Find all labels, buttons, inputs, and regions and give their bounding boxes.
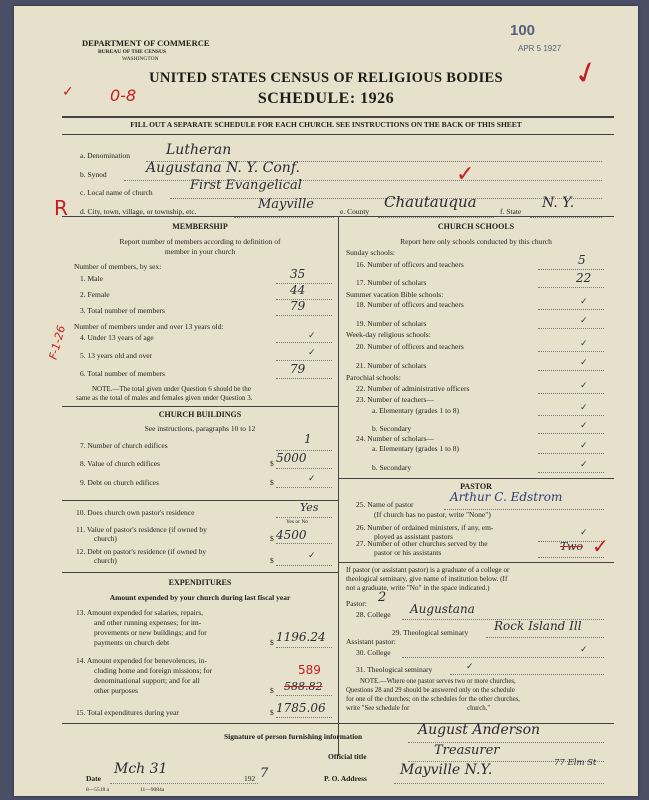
q17-line xyxy=(538,287,604,288)
q9-rule xyxy=(62,500,338,501)
q9-dollar: $ xyxy=(270,478,274,487)
college-intro-2: theological seminary, give name of institution below. (If xyxy=(346,575,508,583)
q24b-check-icon: ✓ xyxy=(580,459,588,469)
pastor-sub-label: Pastor: xyxy=(346,599,367,608)
q25-value[interactable]: Arthur C. Edstrom xyxy=(450,490,563,504)
q23a-line xyxy=(538,415,604,416)
assistant-pastor-label: Assistant pastor: xyxy=(346,637,396,646)
q14-corrected-value[interactable]: 589 xyxy=(298,663,321,677)
synod-label: b. Synod xyxy=(80,170,107,179)
q26-label-1: 26. Number of ordained ministers, if any, em- xyxy=(356,523,494,532)
stamp-date: APR 5 1927 xyxy=(518,44,562,53)
pastor-note-4: write "See schedule for church." xyxy=(346,705,491,712)
membership-note-1: NOTE.—The total given under Question 6 should be the xyxy=(92,385,251,393)
q15-line xyxy=(276,717,332,718)
q30-check-icon: ✓ xyxy=(580,644,588,654)
q23b-label: b. Secondary xyxy=(372,424,412,433)
synod-value[interactable]: Augustana N. Y. Conf. xyxy=(146,160,300,176)
q5-line xyxy=(276,360,332,361)
q7-label: 7. Number of church edifices xyxy=(80,441,168,450)
membership-heading: MEMBERSHIP xyxy=(172,222,228,231)
address-value[interactable]: Mayville N.Y. xyxy=(400,762,493,778)
q23a-check-icon: ✓ xyxy=(580,402,588,412)
q23a-label: a. Elementary (grades 1 to 8) xyxy=(372,406,460,415)
q3-value[interactable]: 79 xyxy=(290,299,306,313)
expenditures-heading: EXPENDITURES xyxy=(168,578,232,587)
county-line xyxy=(378,217,494,218)
q8-line xyxy=(276,468,332,469)
q11-label-1: 11. Value of pastor's residence (if owned by xyxy=(76,525,207,534)
q22-line xyxy=(538,393,604,394)
red-check-icon: ✓ xyxy=(569,52,604,95)
q15-dollar: $ xyxy=(270,708,274,717)
college-intro-1: If pastor (or assistant pastor) is a graduate of a college or xyxy=(346,566,510,574)
q16-value[interactable]: 5 xyxy=(578,253,586,267)
membership-note-2: same as the total of males and females given under Question 3. xyxy=(76,394,253,402)
print-code: 11—9084a xyxy=(140,787,165,793)
q10-hint: Yes or No xyxy=(286,519,309,525)
synod-check-icon: ✓ xyxy=(456,162,475,187)
city-label: WASHINGTON xyxy=(122,56,159,62)
local-name-label: c. Local name of church xyxy=(80,188,153,197)
q15-value[interactable]: 1785.06 xyxy=(276,701,326,715)
q8-dollar: $ xyxy=(270,459,274,468)
signature-label: Signature of person furnishing information xyxy=(224,732,363,741)
county-value[interactable]: Chautauqua xyxy=(384,193,477,211)
county-label: e. County xyxy=(340,207,370,216)
pastor-heading: PASTOR xyxy=(460,482,492,491)
date-value[interactable]: Mch 31 xyxy=(114,761,168,777)
q22-check-icon: ✓ xyxy=(580,380,588,390)
q18-line xyxy=(538,309,604,310)
form-title: UNITED STATES CENSUS OF RELIGIOUS BODIES xyxy=(149,70,503,86)
q13-line xyxy=(276,647,332,648)
q30-line xyxy=(402,657,604,658)
q9-label: 9. Debt on church edifices xyxy=(80,478,159,487)
q12-label-2: church) xyxy=(94,556,117,565)
q4-line xyxy=(276,342,332,343)
q1-label: 1. Male xyxy=(80,274,103,283)
street-value[interactable]: 77 Elm St xyxy=(554,758,597,768)
pastor-number[interactable]: 2 xyxy=(378,590,387,605)
q12-dollar: $ xyxy=(270,556,274,565)
q13-label-1: 13. Amount expended for salaries, repairs, xyxy=(76,608,204,617)
q24b-line xyxy=(538,472,604,473)
q2-label: 2. Female xyxy=(80,290,110,299)
q6-line xyxy=(276,378,332,379)
city-line xyxy=(234,217,334,218)
q15-label: 15. Total expenditures during year xyxy=(76,708,179,717)
q25-sub: (If church has no pastor, write "None") xyxy=(374,510,491,519)
q13-label-3: provements or new buildings; and for xyxy=(94,628,207,637)
q16-label: 16. Number of officers and teachers xyxy=(356,260,464,269)
q31-label: 31. Theological seminary xyxy=(356,665,433,674)
q14-label-2: cluding home and foreign missions; for xyxy=(94,666,213,675)
q3-label: 3. Total number of members xyxy=(80,306,165,315)
q13-dollar: $ xyxy=(270,638,274,647)
margin-note: 0-8 xyxy=(110,86,137,105)
year-value[interactable]: 7 xyxy=(260,766,269,781)
q10-label: 10. Does church own pastor's residence xyxy=(76,508,195,517)
pastor-rule xyxy=(338,478,614,479)
pastor-note-2: Questions 28 and 29 should be answered only on the schedule xyxy=(346,687,515,694)
sunday-schools-label: Sunday schools: xyxy=(346,248,395,257)
bureau-label: BUREAU OF THE CENSUS xyxy=(98,49,167,55)
q17-label: 17. Number of scholars xyxy=(356,278,427,287)
q4-label: 4. Under 13 years of age xyxy=(80,333,154,342)
q26-check-icon: ✓ xyxy=(580,527,588,537)
census-schedule-sheet xyxy=(14,6,638,796)
membership-intro-2: member in your church xyxy=(164,247,236,256)
q13-label-2: and other running expenses; for im- xyxy=(94,618,202,627)
q28-value[interactable]: Augustana xyxy=(410,602,475,616)
college-intro-3: not a graduate, write "No" in the space indicated.) xyxy=(346,584,490,592)
membership-intro-1: Report number of members according to definition of xyxy=(119,237,281,246)
date-label: Date xyxy=(86,774,101,783)
q3-line xyxy=(276,315,332,316)
year-prefix: 192 xyxy=(244,774,256,783)
expenditures-rule xyxy=(62,572,338,573)
city-value[interactable]: Mayville xyxy=(258,197,314,212)
q24a-check-icon: ✓ xyxy=(580,440,588,450)
q1-value[interactable]: 35 xyxy=(290,267,306,281)
q14-dollar: $ xyxy=(270,686,274,695)
q4-check-icon: ✓ xyxy=(308,330,316,340)
weekday-schools-label: Week-day religious schools: xyxy=(346,330,431,339)
city-label-field: d. City, town, village, or township, etc. xyxy=(80,207,197,216)
q23b-check-icon: ✓ xyxy=(580,420,588,430)
title-label: Official title xyxy=(328,752,367,761)
q22-label: 22. Number of administrative officers xyxy=(356,384,470,393)
q7-value[interactable]: 1 xyxy=(304,432,312,446)
expenditures-sub: Amount expended by your church during last fiscal year xyxy=(109,593,291,602)
q17-value[interactable]: 22 xyxy=(576,271,592,285)
schedule-title: SCHEDULE: 1926 xyxy=(257,90,395,107)
q24-label: 24. Number of scholars— xyxy=(356,434,434,443)
q8-label: 8. Value of church edifices xyxy=(80,459,161,468)
q24b-label: b. Secondary xyxy=(372,463,412,472)
q14-label-4: other purposes xyxy=(94,686,138,695)
parochial-schools-label: Parochial schools: xyxy=(346,373,401,382)
q29-line xyxy=(486,637,604,638)
age-heading: Number of members under and over 13 years old: xyxy=(74,322,224,331)
denomination-label: a. Denomination xyxy=(80,151,130,160)
q9-line xyxy=(276,487,332,488)
q12-line xyxy=(276,565,332,566)
q29-value[interactable]: Rock Island Ill xyxy=(494,619,582,633)
denomination-value[interactable]: Lutheran xyxy=(166,142,232,158)
q21-label: 21. Number of scholars xyxy=(356,361,427,370)
q20-line xyxy=(538,351,604,352)
q30-label: 30. College xyxy=(356,648,391,657)
q31-check-icon: ✓ xyxy=(466,661,474,671)
state-line xyxy=(530,217,602,218)
q13-value[interactable]: 1196.24 xyxy=(276,630,326,644)
q5-label: 5. 13 years old and over xyxy=(80,351,153,360)
q18-label: 18. Number of officers and teachers xyxy=(356,300,464,309)
q28-label: 28. College xyxy=(356,610,391,619)
q20-check-icon: ✓ xyxy=(580,338,588,348)
address-line xyxy=(394,783,604,784)
instruction-banner: FILL OUT A SEPARATE SCHEDULE FOR EACH CHURCH. SEE INSTRUCTIONS ON THE BACK OF THIS SHEET xyxy=(130,120,522,129)
q23b-line xyxy=(538,433,604,434)
q11-value[interactable]: 4500 xyxy=(276,528,307,542)
schools-intro: Report here only schools conducted by this church xyxy=(400,237,552,246)
department-label: DEPARTMENT OF COMMERCE xyxy=(82,38,210,48)
members-by-sex-label: Number of members, by sex: xyxy=(74,262,162,271)
margin-check-icon: ✓ xyxy=(62,84,74,100)
header-rule-top xyxy=(62,116,614,118)
q20-label: 20. Number of officers and teachers xyxy=(356,342,464,351)
college-rule xyxy=(338,562,614,563)
form-code: 8—5518 a xyxy=(86,787,110,793)
q14-label-3: denominational support; and for all xyxy=(94,676,200,685)
q14-label-1: 14. Amount expended for benevolences, in- xyxy=(76,656,208,665)
q10-line xyxy=(276,517,332,518)
q26-label-2: ployed as assistant pastors xyxy=(374,532,453,541)
q5-check-icon: ✓ xyxy=(308,347,316,357)
signature-value[interactable]: August Anderson xyxy=(418,722,541,738)
side-note: F-1-26 xyxy=(46,324,69,361)
q23-label: 23. Number of teachers— xyxy=(356,395,434,404)
title-value[interactable]: Treasurer xyxy=(434,743,500,758)
q9-check-icon: ✓ xyxy=(308,473,316,483)
q25-label: 25. Name of pastor xyxy=(356,500,414,509)
q8-value[interactable]: 5000 xyxy=(276,451,307,465)
summer-schools-label: Summer vacation Bible schools: xyxy=(346,290,444,299)
q14-crossed-value: 588.82 xyxy=(284,680,323,693)
state-label: f. State xyxy=(500,207,522,216)
buildings-rule xyxy=(62,406,338,407)
q29-label: 29. Theological seminary xyxy=(392,628,469,637)
q27-check-icon: ✓ xyxy=(592,534,609,558)
pastor-note-1: NOTE.—Where one pastor serves two or more churches, xyxy=(360,678,516,685)
q11-dollar: $ xyxy=(270,534,274,543)
q27-value[interactable]: Two xyxy=(560,540,583,553)
pastor-note-3: for one of the churches; on the schedules for the other churches, xyxy=(346,696,521,703)
q11-label-2: church) xyxy=(94,534,117,543)
q6-value[interactable]: 79 xyxy=(290,362,306,376)
q21-check-icon: ✓ xyxy=(580,357,588,367)
schools-heading: CHURCH SCHOOLS xyxy=(437,222,515,231)
date-line xyxy=(110,783,258,784)
stamp-number: 100 xyxy=(510,22,536,39)
q13-label-4: payments on church debt xyxy=(94,638,170,647)
q27-label-1: 27. Number of other churches served by the xyxy=(356,539,488,548)
header-rule-bottom xyxy=(62,134,614,135)
q19-line xyxy=(538,328,604,329)
q19-label: 19. Number of scholars xyxy=(356,319,427,328)
q14-line xyxy=(276,695,332,696)
q18-check-icon: ✓ xyxy=(580,296,588,306)
r-mark: R xyxy=(54,196,68,220)
state-value[interactable]: N. Y. xyxy=(542,195,575,211)
q24a-label: a. Elementary (grades 1 to 8) xyxy=(372,444,460,453)
q11-line xyxy=(276,543,332,544)
q27-label-2: pastor or his assistants xyxy=(374,548,442,557)
address-label: P. O. Address xyxy=(324,774,367,783)
q19-check-icon: ✓ xyxy=(580,315,588,325)
q12-label-1: 12. Debt on pastor's residence (if owned by xyxy=(76,547,207,556)
q16-line xyxy=(538,269,604,270)
buildings-heading: CHURCH BUILDINGS xyxy=(158,410,242,419)
q6-label: 6. Total number of members xyxy=(80,369,165,378)
q21-line xyxy=(538,370,604,371)
q12-check-icon: ✓ xyxy=(308,550,316,560)
q31-line xyxy=(450,674,604,675)
q2-value[interactable]: 44 xyxy=(290,283,306,297)
q24a-line xyxy=(538,453,604,454)
q10-value[interactable]: Yes xyxy=(300,501,319,514)
local-name-value[interactable]: First Evangelical xyxy=(190,178,302,193)
buildings-sub: See instructions, paragraphs 10 to 12 xyxy=(144,424,256,433)
